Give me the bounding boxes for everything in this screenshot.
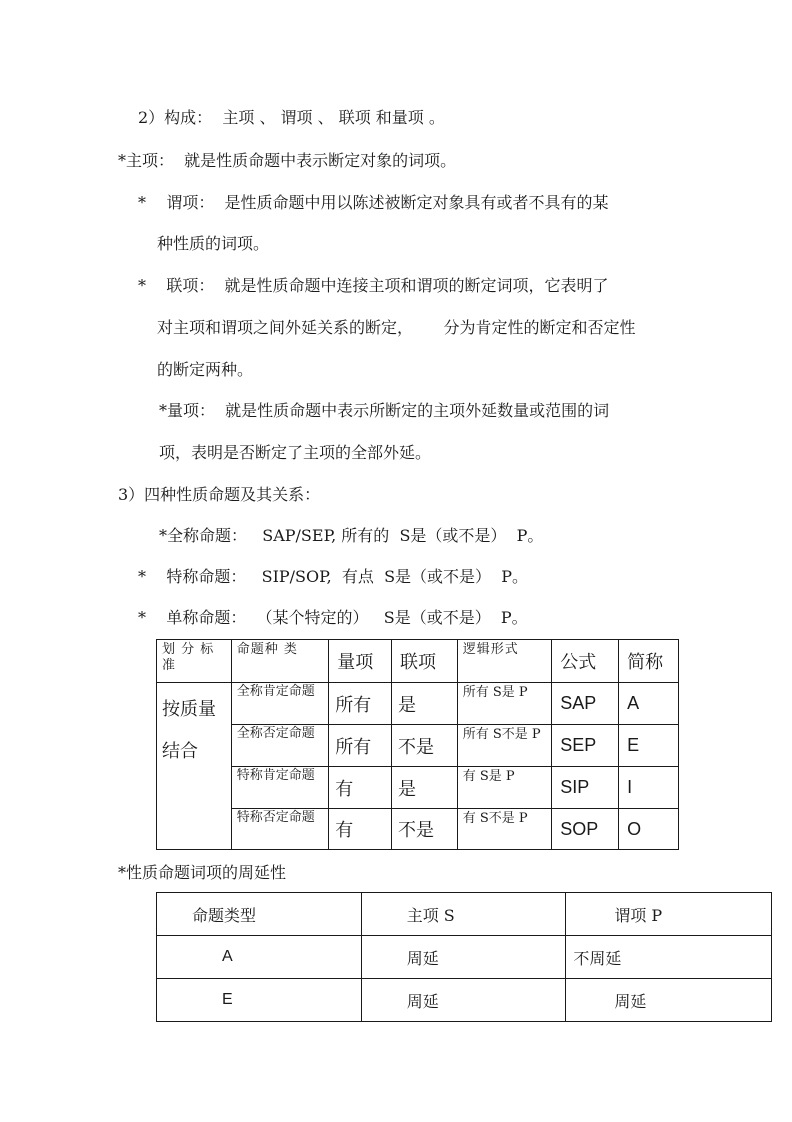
subject-cell: 周延 — [361, 936, 566, 979]
formula-cell: SAP — [552, 683, 619, 725]
paragraph-particular: * 特称命题： SIP/SOP, 有点 S是（或不是） P。 — [138, 567, 528, 586]
type-cell: E — [157, 979, 362, 1022]
paragraph-composition: 2）构成： 主项 、 谓项 、 联项 和量项 。 — [138, 108, 445, 127]
table-row — [157, 809, 679, 850]
proposition-classification-table — [156, 639, 679, 850]
table-row — [157, 936, 772, 979]
header-copula: 联项 — [392, 640, 458, 683]
header-proposition-type: 命题类型 — [157, 893, 362, 936]
copula-cell: 不是 — [392, 809, 458, 850]
paragraph-universal: *全称命题： SAP/SEP, 所有的 S是（或不是） P。 — [159, 526, 544, 545]
predicate-cell: 周延 — [566, 979, 772, 1022]
quantifier-cell: 所有 — [329, 683, 392, 725]
table-header-row — [157, 893, 772, 936]
quantifier-cell: 所有 — [329, 725, 392, 767]
abbr-cell: E — [619, 725, 679, 767]
paragraph-predicate-term-cont: 种性质的词项。 — [157, 234, 270, 253]
paragraph-four-propositions: 3）四种性质命题及其关系： — [118, 485, 321, 504]
kind-cell: 全称否定命题 — [231, 725, 329, 767]
paragraph-copula-cont-2: 的断定两种。 — [157, 360, 254, 379]
header-kind: 命题种 类 — [231, 640, 329, 683]
predicate-cell: 不周延 — [566, 936, 772, 979]
quantifier-cell: 有 — [329, 767, 392, 809]
formula-cell: SOP — [552, 809, 619, 850]
header-abbreviation: 简称 — [619, 640, 679, 683]
form-cell: 有 S是 P — [457, 767, 552, 809]
paragraph-quantifier-cont: 项，表明是否断定了主项的全部外延。 — [159, 443, 432, 462]
subject-cell: 周延 — [361, 979, 566, 1022]
paragraph-copula-cont-1: 对主项和谓项之间外延关系的断定， 分为肯定性的断定和否定性 — [157, 318, 636, 337]
type-cell: A — [157, 936, 362, 979]
header-formula: 公式 — [552, 640, 619, 683]
table-row — [157, 725, 679, 767]
header-criterion: 划 分 标准 — [157, 640, 232, 683]
kind-cell: 全称肯定命题 — [231, 683, 329, 725]
paragraph-distribution-title: *性质命题词项的周延性 — [118, 863, 287, 882]
paragraph-subject-term: *主项： 就是性质命题中表示断定对象的词项。 — [118, 151, 457, 170]
header-predicate: 谓项 P — [566, 893, 772, 936]
paragraph-copula: * 联项： 就是性质命题中连接主项和谓项的断定词项，它表明了 — [138, 276, 609, 295]
term-distribution-table — [156, 892, 772, 1022]
formula-cell: SEP — [552, 725, 619, 767]
kind-cell: 特称否定命题 — [231, 809, 329, 850]
quantifier-cell: 有 — [329, 809, 392, 850]
paragraph-singular: * 单称命题： （某个特定的） S是（或不是） P。 — [138, 608, 528, 627]
table-row — [157, 683, 679, 725]
kind-cell: 特称肯定命题 — [231, 767, 329, 809]
header-subject: 主项 S — [361, 893, 566, 936]
abbr-cell: O — [619, 809, 679, 850]
paragraph-quantifier: *量项： 就是性质命题中表示所断定的主项外延数量或范围的词 — [159, 401, 610, 420]
copula-cell: 是 — [392, 767, 458, 809]
abbr-cell: A — [619, 683, 679, 725]
copula-cell: 不是 — [392, 725, 458, 767]
form-cell: 所有 S是 P — [457, 683, 552, 725]
header-logical-form: 逻辑形式 — [457, 640, 552, 683]
table-row — [157, 979, 772, 1022]
table-header-row — [157, 640, 679, 683]
paragraph-predicate-term: * 谓项： 是性质命题中用以陈述被断定对象具有或者不具有的某 — [138, 193, 609, 212]
copula-cell: 是 — [392, 683, 458, 725]
abbr-cell: I — [619, 767, 679, 809]
form-cell: 有 S不是 P — [457, 809, 552, 850]
header-quantifier: 量项 — [329, 640, 392, 683]
form-cell: 所有 S不是 P — [457, 725, 552, 767]
formula-cell: SIP — [552, 767, 619, 809]
table-row — [157, 767, 679, 809]
category-cell: 按质量结合 — [157, 683, 232, 850]
